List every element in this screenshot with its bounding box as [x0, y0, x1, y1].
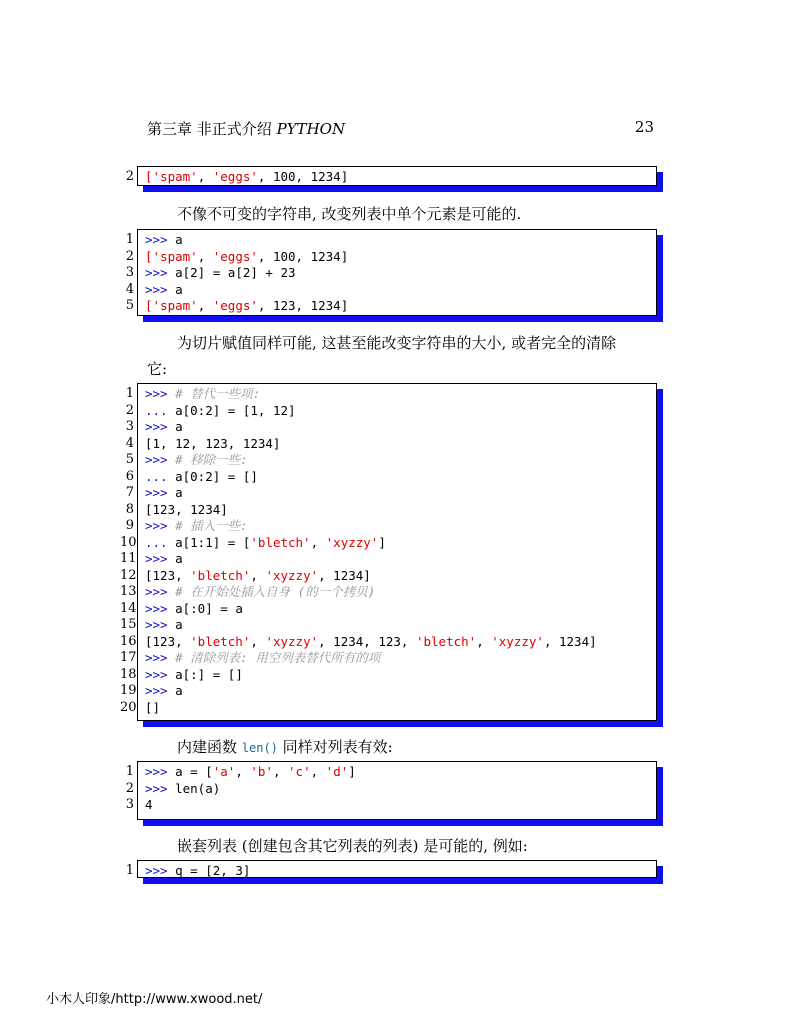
- code-line: ['spam', 'eggs', 123, 1234]: [145, 298, 349, 313]
- page-header: [147, 118, 654, 138]
- code-line: []: [145, 699, 161, 715]
- frame-shadow-right: [657, 235, 663, 322]
- code-line: >>> a = ['a', 'b', 'c', 'd']: [145, 764, 356, 779]
- code-line: >>> a[:] = []: [145, 666, 243, 682]
- code-line: >>> a: [145, 281, 183, 297]
- line-number: 10: [120, 534, 137, 550]
- line-number: 3: [125, 265, 134, 280]
- code-line: ... a[0:2] = []: [145, 468, 258, 484]
- line-number: 16: [120, 633, 137, 649]
- code-line: >>> q = [2, 3]: [145, 863, 251, 878]
- line-numbers: [120, 166, 134, 186]
- footer-watermark: 小木人印象/http://www.xwood.net/: [46, 992, 263, 1007]
- paragraph-2: 为切片赋值同样可能, 这甚至能改变字符串的大小, 或者完全的清除 它:: [147, 334, 617, 378]
- code-line: >>> a: [145, 419, 183, 434]
- code-lines: [145, 863, 250, 880]
- line-number: 9: [125, 518, 134, 533]
- code-lines: [145, 386, 597, 716]
- line-number: 2: [125, 248, 134, 264]
- line-numbers: [120, 383, 137, 716]
- line-number: 17: [120, 650, 137, 665]
- line-number: 3: [125, 419, 134, 434]
- code-block-4: [120, 761, 663, 826]
- line-number: 20: [120, 699, 137, 715]
- paragraph-4: 嵌套列表 (创建包含其它列表的列表) 是可能的, 例如:: [177, 837, 528, 855]
- line-number: 3: [125, 797, 134, 812]
- line-number: 5: [125, 298, 134, 313]
- line-number: 11: [120, 551, 137, 566]
- line-number: 2: [125, 169, 134, 184]
- line-number: 12: [120, 567, 137, 583]
- code-line: ['spam', 'eggs', 100, 1234]: [145, 248, 349, 264]
- line-number: 1: [125, 764, 134, 779]
- line-number: 19: [120, 683, 137, 698]
- frame-shadow-bottom: [143, 316, 663, 322]
- code-block-1: [120, 166, 663, 192]
- line-number: 14: [120, 600, 137, 616]
- frame-shadow-bottom: [143, 186, 663, 192]
- line-number: 5: [125, 452, 134, 467]
- line-number: 1: [125, 863, 134, 878]
- line-numbers: [120, 229, 134, 315]
- line-numbers: [120, 761, 134, 814]
- code-line: ... a[1:1] = ['bletch', 'xyzzy']: [145, 534, 386, 550]
- line-number: 13: [120, 584, 137, 599]
- page-number: 23: [634, 118, 654, 136]
- code-line: [123, 'bletch', 'xyzzy', 1234]: [145, 567, 371, 583]
- code-line: >>> a[:0] = a: [145, 600, 243, 616]
- code-line: >>> a: [145, 683, 183, 698]
- line-number: 1: [125, 386, 134, 401]
- code-line: >>> # 替代一些项:: [145, 386, 261, 401]
- code-lines: [145, 232, 348, 315]
- code-line: ['spam', 'eggs', 100, 1234]: [145, 169, 349, 184]
- code-lines: [145, 764, 356, 814]
- code-lines: [145, 169, 348, 186]
- paragraph-1: 不像不可变的字符串, 改变列表中单个元素是可能的.: [177, 205, 522, 223]
- code-line: >>> len(a): [145, 780, 221, 796]
- line-number: 6: [125, 468, 134, 484]
- code-line: [123, 1234]: [145, 501, 228, 517]
- code-line: [123, 'bletch', 'xyzzy', 1234, 123, 'bletch', 'xyzzy', 1234]: [145, 633, 597, 649]
- line-number: 8: [125, 501, 134, 517]
- code-line: >>> a: [145, 232, 183, 247]
- line-number: 1: [125, 232, 134, 247]
- code-line: 4: [145, 797, 153, 812]
- code-line: >>> # 插入一些:: [145, 518, 248, 533]
- code-line: >>> a: [145, 551, 183, 566]
- line-number: 4: [125, 435, 134, 451]
- frame-shadow-bottom: [143, 820, 663, 826]
- line-number: 18: [120, 666, 137, 682]
- code-line: [1, 12, 123, 1234]: [145, 435, 281, 451]
- line-number: 15: [120, 617, 137, 632]
- line-number: 2: [125, 402, 134, 418]
- line-number: 4: [125, 281, 134, 297]
- line-number: 7: [125, 485, 134, 500]
- code-line: >>> # 清除列表: 用空列表替代所有的项: [145, 650, 381, 665]
- code-line: >>> a[2] = a[2] + 23: [145, 265, 296, 280]
- line-numbers: [120, 860, 134, 880]
- code-line: ... a[0:2] = [1, 12]: [145, 402, 296, 418]
- frame-shadow-right: [657, 767, 663, 826]
- code-line: >>> # 移除一些:: [145, 452, 248, 467]
- code-line: >>> a: [145, 617, 183, 632]
- code-block-3: [120, 383, 663, 727]
- frame-shadow-bottom: [143, 721, 663, 727]
- chapter-title: 第三章 非正式介绍 PYTHON: [147, 120, 346, 138]
- code-block-2: [120, 229, 663, 322]
- line-number: 2: [125, 780, 134, 796]
- inline-code-len: len(): [241, 741, 278, 755]
- code-block-5: [120, 860, 663, 884]
- paragraph-3: 内建函数 len() 同样对列表有效:: [177, 738, 393, 756]
- code-line: >>> a: [145, 485, 183, 500]
- code-line: >>> # 在开始处插入自身 (的一个拷贝): [145, 584, 376, 599]
- frame-shadow-right: [657, 389, 663, 727]
